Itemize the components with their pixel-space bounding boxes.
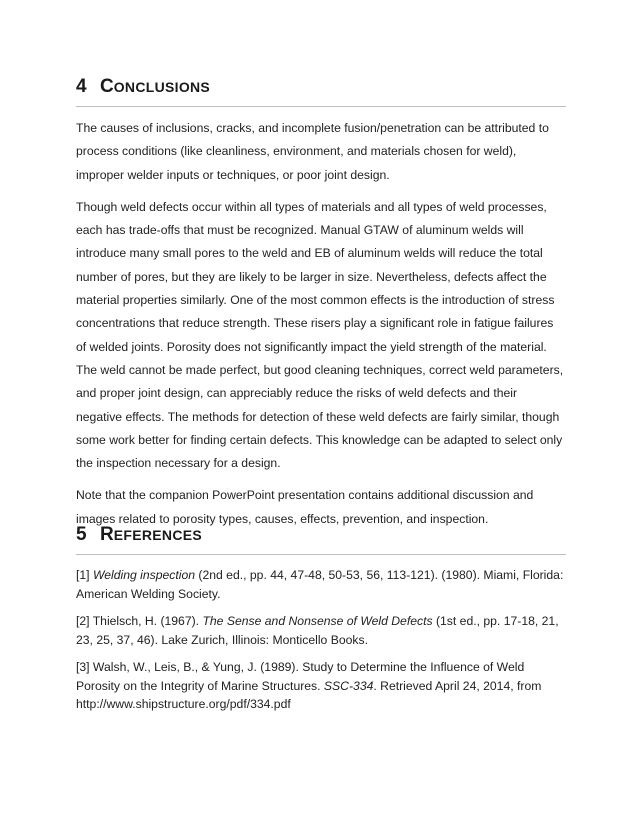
reference-item: [2] Thielsch, H. (1967). The Sense and Nonsense of Weld Defects (1st ed., pp. 17-18, 21, 23, 25, 37, 46). Lake Zurich, Illinois: Monticello Books. (76, 614, 559, 647)
conclusions-body (76, 117, 566, 540)
section-title: CONCLUSIONS (100, 76, 211, 97)
section-heading-references (76, 524, 566, 555)
section-title: REFERENCES (100, 524, 203, 545)
section-heading-conclusions (76, 76, 566, 107)
paragraph: The causes of inclusions, cracks, and incomplete fusion/penetration can be attributed to process conditions (like cleanliness, environment, and materials chosen for weld), improper welder inputs or techniques, or poor joint design. (76, 121, 549, 182)
section-number: 5 (76, 524, 87, 545)
paragraph: Note that the companion PowerPoint presentation contains additional discussion and images related to porosity types, causes, effects, prevention, and inspection. (76, 488, 534, 526)
reference-item: [1] Welding inspection (2nd ed., pp. 44, 47-48, 50-53, 56, 113-121). (1980). Miami, Florida: American Welding Society. (76, 568, 564, 601)
document-page (76, 0, 566, 826)
section-number: 4 (76, 76, 87, 97)
paragraph: Though weld defects occur within all types of materials and all types of weld processes, each has trade-offs that must be recognized. Manual GTAW of aluminum welds will introduce many small pores to the weld and EB of aluminum welds will reduce the total number of pores, but they are likely to be larger in size. Nevertheless, defects affect the material properties similarly. One of the most common effects is the introduction of stress concentrations that reduce strength. These risers play a significant role in fatigue failures of welded joints. Porosity does not significantly impact the yield strength of the material. The weld cannot be made perfect, but good cleaning techniques, correct weld parameters, and proper joint design, can appreciably reduce the risks of weld defects and their negative effects. The methods for detection of these weld defects are fairly similar, though some work better for finding certain defects. This knowledge can be adapted to select only the inspection necessary for a design. (76, 199, 564, 471)
references-list (76, 566, 566, 723)
reference-item: [3] Walsh, W., Leis, B., & Yung, J. (1989). Study to Determine the Influence of Weld Porosity on the Integrity of Marine Structures. SSC-334. Retrieved April 24, 2014, from http://www.shipstructure.org/pdf/334.pdf (76, 660, 542, 711)
